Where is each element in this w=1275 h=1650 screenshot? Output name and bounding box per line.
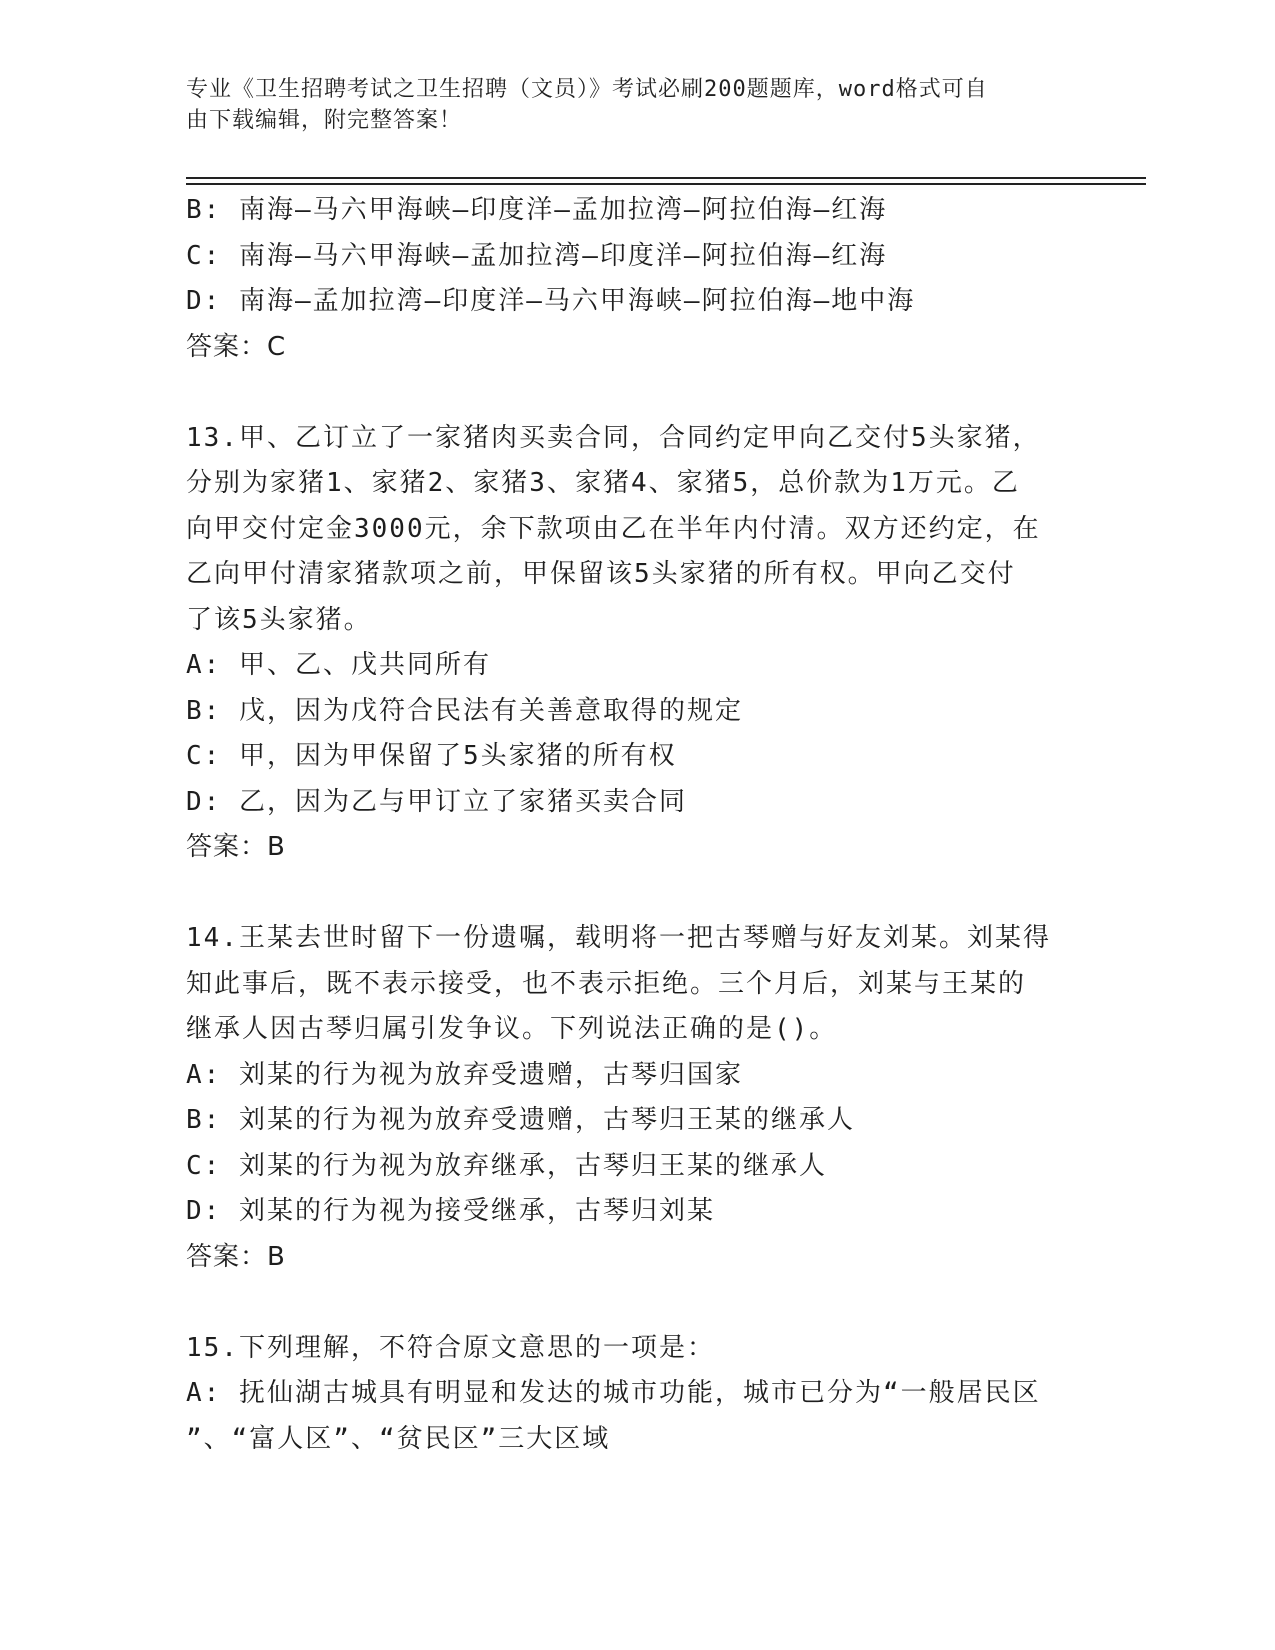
- option-b: B: 戊，因为戊符合民法有关善意取得的规定: [186, 695, 743, 726]
- question-14: [186, 916, 1086, 1280]
- option-b: B: 刘某的行为视为放弃受遗赠，古琴归王某的继承人: [186, 1105, 855, 1135]
- question-13: [186, 416, 1086, 871]
- answer-label: 答案：B: [186, 1241, 286, 1272]
- question-stem: 乙向甲付清家猪款项之前，甲保留该5头家猪的所有权。甲向乙交付: [186, 559, 1016, 589]
- option-d: D: 刘某的行为视为接受继承，古琴归刘某: [186, 1196, 715, 1226]
- spacer: [186, 370, 1086, 416]
- option-c: C: 刘某的行为视为放弃继承，古琴归王某的继承人: [186, 1150, 827, 1181]
- option-d: D: 乙，因为乙与甲订立了家猪买卖合同: [186, 786, 687, 817]
- header-divider: [186, 177, 1146, 179]
- question-stem: 知此事后，既不表示接受，也不表示拒绝。三个月后，刘某与王某的: [186, 968, 1027, 999]
- option-a: A: 甲、乙、戊共同所有: [186, 650, 491, 680]
- header-line: 由下载编辑，附完整答案！: [186, 108, 463, 133]
- question-stem: 15.下列理解，不符合原文意思的一项是：: [186, 1332, 715, 1363]
- option-c: C: 南海—马六甲海峡—孟加拉湾—印度洋—阿拉伯海—红海: [186, 240, 888, 271]
- header-line: 专业《卫生招聘考试之卫生招聘（文员）》考试必刷200题题库，word格式可自: [186, 77, 988, 102]
- question-15: [186, 1326, 1086, 1463]
- option-c: C: 甲，因为甲保留了5头家猪的所有权: [186, 741, 677, 771]
- question-stem: 继承人因古琴归属引发争议。下列说法正确的是()。: [186, 1014, 838, 1044]
- page-header: [186, 74, 1086, 136]
- header-divider: [186, 183, 1146, 185]
- option-a-continued: ”、“富人区”、“贫民区”三大区域: [186, 1423, 611, 1454]
- spacer: [186, 871, 1086, 917]
- question-stem: 了该5头家猪。: [186, 604, 372, 635]
- option-a: A: 刘某的行为视为放弃受遗赠，古琴归国家: [186, 1059, 743, 1090]
- spacer: [186, 1280, 1086, 1326]
- option-d: D: 南海—孟加拉湾—印度洋—马六甲海峡—阿拉伯海—地中海: [186, 286, 916, 316]
- option-a: A: 抚仙湖古城具有明显和发达的城市功能，城市已分为“一般居民区: [186, 1378, 1041, 1408]
- question-content: [186, 188, 1086, 1462]
- question-stem: 13.甲、乙订立了一家猪肉买卖合同，合同约定甲向乙交付5头家猪，: [186, 422, 1041, 453]
- option-b: B: 南海—马六甲海峡—印度洋—孟加拉湾—阿拉伯海—红海: [186, 195, 888, 225]
- answer-label: 答案：B: [186, 832, 286, 862]
- question-stem: 向甲交付定金3000元，余下款项由乙在半年内付清。双方还约定，在: [186, 513, 1041, 544]
- question-stem: 分别为家猪1、家猪2、家猪3、家猪4、家猪5，总价款为1万元。乙: [186, 468, 1020, 498]
- answer-label: 答案：C: [186, 331, 287, 362]
- question-12: [186, 188, 1086, 370]
- question-stem: 14.王某去世时留下一份遗嘱，载明将一把古琴赠与好友刘某。刘某得: [186, 923, 1051, 953]
